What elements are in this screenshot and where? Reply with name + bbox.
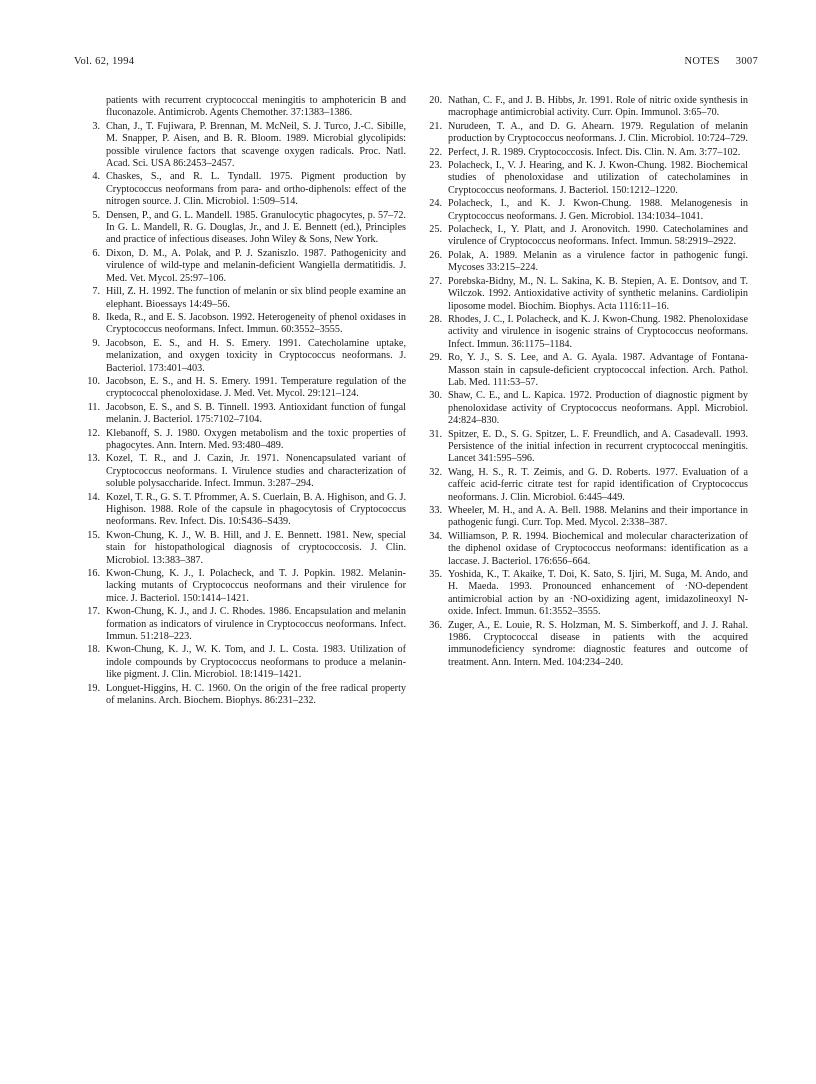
reference-number: 12. [87,427,100,439]
reference-number: 31. [429,428,442,440]
reference-text: Dixon, D. M., A. Polak, and P. J. Szaniszlo. 1987. Pathogenicity and virulence of wild-type and melanin-deficient Wangiella dermatitidis. J. Med. Vet. Mycol. 25:97–106. [106,247,406,284]
reference-number: 22. [429,146,442,158]
reference-number: 7. [92,286,100,298]
reference-text: Chaskes, S., and R. L. Tyndall. 1975. Pigment production by Cryptococcus neoformans from para- and ortho-diphenols: effect of the nitrogen source. J. Clin. Microbiol. 1:509–514. [106,171,406,208]
reference-text: Polacheck, I., and K. J. Kwon-Chung. 1988. Melanogenesis in Cryptococcus neoformans. J. Gen. Microbiol. 134:1034–1041. [448,198,748,222]
reference-item [428,160,748,197]
reference-number: 5. [92,209,100,221]
reference-continued: patients with recurrent cryptococcal meningitis to amphotericin B and fluconazole. Antimicrob. Agents Chemother. 37:1383–1386. [106,95,406,119]
reference-text: Kwon-Chung, K. J., W. K. Tom, and J. L. Costa. 1983. Utilization of indole compounds by Cryptococcus neoformans to produce a melanin-like pigment. J. Clin. Microbiol. 18:1419–1421. [106,644,406,681]
reference-text: Kozel, T. R., and J. Cazin, Jr. 1971. Nonencapsulated variant of Cryptococcus neoformans. I. Virulence studies and characterization of soluble polysaccharide. Infect. Immun. 3:287–294. [106,453,406,490]
reference-text: Wang, H. S., R. T. Zeimis, and G. D. Roberts. 1977. Evaluation of a caffeic acid-ferric citrate test for rapid identification of Cryptococcus neoformans. J. Clin. Microbiol. 6:445–449. [448,466,748,503]
reference-number: 4. [92,171,100,183]
reference-number: 21. [429,120,442,132]
reference-number: 13. [87,453,100,465]
reference-number: 30. [429,390,442,402]
page-number: 3007 [735,56,758,67]
reference-text: Klebanoff, S. J. 1980. Oxygen metabolism and the toxic properties of phagocytes. Ann. Intern. Med. 93:480–489. [106,427,406,451]
journal-volume: Vol. 62, 1994 [74,56,135,67]
section-title: NOTES [684,56,720,67]
reference-number: 17. [87,606,100,618]
reference-text: Hill, Z. H. 1992. The function of melanin or six blind people examine an elephant. Bioessays 14:49–56. [106,286,406,310]
reference-text: Perfect, J. R. 1989. Cryptococcosis. Infect. Dis. Clin. N. Am. 3:77–102. [448,146,741,158]
reference-item [86,376,406,401]
reference-number: 3. [92,120,100,132]
reference-item [428,314,748,351]
reference-item [428,467,748,504]
reference-item [428,505,748,530]
reference-number: 18. [87,644,100,656]
reference-item [428,276,748,313]
reference-text: Nathan, C. F., and J. B. Hibbs, Jr. 1991. Role of nitric oxide synthesis in macrophage antimicrobial activity. Curr. Opin. Immunol. 3:65–70. [448,95,748,119]
reference-column-right [428,95,748,670]
reference-number: 26. [429,249,442,261]
reference-text: Densen, P., and G. L. Mandell. 1985. Granulocytic phagocytes, p. 57–72. In G. L. Mandell, R. G. Douglas, Jr., and J. E. Bennett (ed.), Principles and practice of infectious diseases. John Wiley & Sons, New York. [106,209,406,246]
reference-item [86,606,406,643]
reference-item [86,530,406,567]
reference-number: 16. [87,568,100,580]
reference-item [86,453,406,490]
reference-text: Williamson, P. R. 1994. Biochemical and molecular characterization of the diphenol oxidase of Cryptococcus neoformans: identification as a laccase. J. Bacteriol. 176:656–664. [448,530,748,567]
reference-text: Kozel, T. R., G. S. T. Pfrommer, A. S. Cuerlain, B. A. Highison, and G. J. Highison. 1988. Role of the capsule in phagocytosis of Cryptococcus neoformans. Rev. Infect. Dis. 10:S436–S439. [106,491,406,528]
reference-number: 6. [92,247,100,259]
reference-item [86,568,406,605]
reference-item [428,198,748,223]
reference-text: Ikeda, R., and E. S. Jacobson. 1992. Heterogeneity of phenol oxidases in Cryptococcus neoformans. Infect. Immun. 60:3552–3555. [106,311,406,336]
reference-text: Kwon-Chung, K. J., W. B. Hill, and J. E. Bennett. 1981. New, special stain for histopathological diagnosis of cryptococcosis. J. Clin. Microbiol. 13:383–387. [106,529,406,566]
reference-text: Spitzer, E. D., S. G. Spitzer, L. F. Freundlich, and A. Casadevall. 1993. Persistence of the initial infection in recurrent cryptococcal meningitis. Lancet 341:595–596. [448,428,748,465]
reference-item [86,338,406,375]
reference-number: 24. [429,198,442,210]
reference-number: 15. [87,529,100,541]
reference-text: Ro, Y. J., S. S. Lee, and A. G. Ayala. 1987. Advantage of Fontana-Masson stain in capsule-deficient cryptococcal infection. Arch. Pathol. Lab. Med. 111:53–57. [448,352,748,388]
reference-text: Jacobson, E. S., and H. S. Emery. 1991. Temperature regulation of the cryptococcal phenoloxidase. J. Med. Vet. Mycol. 29:121–124. [106,375,406,400]
reference-item [428,224,748,249]
reference-text: Longuet-Higgins, H. C. 1960. On the origin of the free radical property of melanins. Arch. Biochem. Biophys. 86:231–232. [106,682,406,707]
reference-number: 20. [429,95,442,106]
reference-item [86,644,406,681]
reference-text: Chan, J., T. Fujiwara, P. Brennan, M. McNeil, S. J. Turco, J.-C. Sibille, M. Snapper, P. Aisen, and B. R. Bloom. 1989. Microbial glycolipids: possible virulence factors that scavenge oxygen radicals. Proc. Natl. Acad. Sci. USA 86:2453–2457. [106,120,406,170]
reference-item [86,210,406,247]
reference-number: 34. [429,530,442,542]
reference-text: Polacheck, I., V. J. Hearing, and K. J. Kwon-Chung. 1982. Biochemical studies of phenoloxidase and utilization of catecholamines in Cryptococcus neoformans. J. Bacteriol. 150:1212–1220. [448,160,748,196]
reference-text: Polacheck, I., Y. Platt, and J. Aronovitch. 1990. Catecholamines and virulence of Cryptococcus neoformans. Infect. Immun. 58:2919–2922. [448,224,748,248]
reference-item [428,569,748,619]
reference-item [428,121,748,146]
reference-item [86,248,406,285]
reference-text: Jacobson, E. S., and S. B. Tinnell. 1993. Antioxidant function of fungal melanin. J. Bacteriol. 175:7102–7104. [106,401,406,426]
reference-item [428,620,748,670]
reference-text: Zuger, A., E. Louie, R. S. Holzman, M. S. Simberkoff, and J. J. Rahal. 1986. Cryptococcal disease in patients with the acquired immunodeficiency syndrome: diagnostic features and outcome of treatment. Ann. Intern. Med. 104:234–240. [448,619,748,668]
header-right [684,56,758,67]
reference-item [428,250,748,275]
reference-item [428,147,748,159]
reference-number: 27. [429,275,442,287]
reference-number: 36. [429,619,442,631]
reference-number: 28. [429,313,442,325]
reference-item [428,390,748,427]
page-header [74,56,758,72]
reference-item [86,402,406,427]
reference-item [86,121,406,171]
reference-text: Kwon-Chung, K. J., I. Polacheck, and T. J. Popkin. 1982. Melanin-lacking mutants of Cryptococcus neoformans and their virulence for mice. J. Bacteriol. 150:1414–1421. [106,568,406,604]
reference-item [428,531,748,568]
reference-number: 29. [429,352,442,364]
reference-number: 9. [92,337,100,349]
reference-number: 8. [92,311,100,323]
reference-item [428,429,748,466]
reference-text: Jacobson, E. S., and H. S. Emery. 1991. Catecholamine uptake, melanization, and oxygen toxicity in Cryptococcus neoformans. J. Bacteriol. 173:401–403. [106,337,406,374]
reference-text: Rhodes, J. C., I. Polacheck, and K. J. Kwon-Chung. 1982. Phenoloxidase activity and virulence in isogenic strains of Cryptococcus neoformans. Infect. Immun. 36:1175–1184. [448,313,748,350]
reference-number: 33. [429,505,442,516]
reference-column-left [86,95,406,709]
reference-number: 35. [429,569,442,581]
reference-item [428,352,748,389]
reference-text: Polak, A. 1989. Melanin as a virulence factor in pathogenic fungi. Mycoses 33:215–224. [448,249,748,274]
reference-item [86,683,406,708]
reference-number: 25. [429,224,442,236]
reference-number: 14. [87,491,100,503]
reference-text: Nurudeen, T. A., and D. G. Ahearn. 1979. Regulation of melanin production by Cryptococcus neoformans. J. Clin. Microbiol. 10:724–729. [448,120,748,145]
reference-number: 23. [429,160,442,172]
reference-item [86,428,406,453]
reference-number: 32. [429,466,442,478]
reference-text: Shaw, C. E., and L. Kapica. 1972. Production of diagnostic pigment by phenoloxidase activity of Cryptococcus neoformans. Appl. Microbiol. 24:824–830. [448,390,748,427]
reference-item [428,95,748,120]
reference-item [86,286,406,311]
reference-number: 10. [87,375,100,387]
reference-text: Kwon-Chung, K. J., and J. C. Rhodes. 1986. Encapsulation and melanin formation as indicators of virulence in Cryptococcus neoformans. Infect. Immun. 51:218–223. [106,606,406,643]
reference-number: 19. [87,682,100,694]
reference-number: 11. [87,401,100,413]
reference-text: Porebska-Bidny, M., N. L. Sakina, K. B. Stepien, A. E. Dontsov, and T. Wilczok. 1992. Antioxidative activity of synthetic melanins. Cardiolipin liposome model. Biochim. Biophys. Acta 1116:11–16. [448,275,748,312]
reference-text: Yoshida, K., T. Akaike, T. Doi, K. Sato, S. Ijiri, M. Suga, M. Ando, and H. Maeda. 1993. Pronounced enhancement of ·NO-dependent antimicrobial action by an ·NO-oxidizing agent, imidazolineoxyl N-oxide. Infect. Immun. 61:3552–3555. [448,569,748,618]
reference-text: Wheeler, M. H., and A. A. Bell. 1988. Melanins and their importance in pathogenic fungi. Curr. Top. Med. Mycol. 2:338–387. [448,505,748,529]
reference-item [86,171,406,208]
reference-item [86,492,406,529]
reference-item [86,312,406,337]
